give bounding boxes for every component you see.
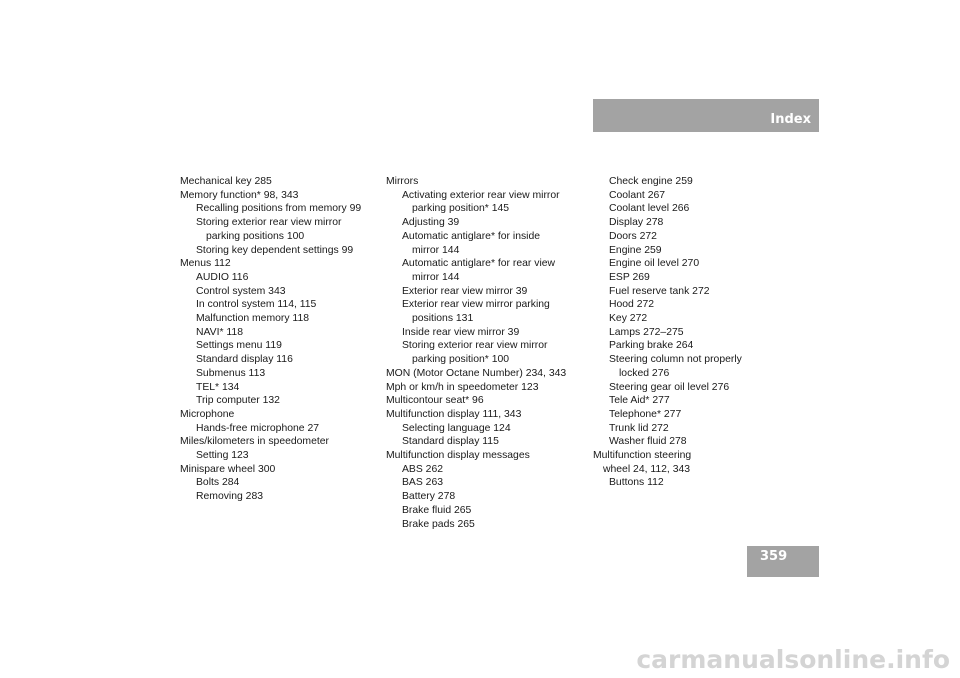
index-entry: Exterior rear view mirror parking — [402, 299, 550, 311]
index-column-1 — [180, 175, 380, 504]
index-entry: Coolant level 266 — [609, 203, 690, 215]
index-entry: Telephone* 277 — [609, 408, 682, 420]
index-entry: Standard display 116 — [196, 354, 293, 366]
index-entry: positions 131 — [412, 313, 474, 325]
index-entry: AUDIO 116 — [196, 271, 249, 283]
index-entry: Engine 259 — [609, 244, 662, 256]
index-entry: Bolts 284 — [196, 477, 240, 489]
index-entry: TEL* 134 — [196, 381, 240, 393]
index-entry: BAS 263 — [402, 477, 444, 489]
index-entry: Parking brake 264 — [609, 340, 694, 352]
index-entry: Standard display 115 — [402, 436, 499, 448]
index-entry: parking position* 100 — [412, 354, 510, 366]
index-entry: Automatic antiglare* for inside — [402, 230, 541, 242]
index-entry: Trip computer 132 — [196, 395, 280, 407]
index-entry: Inside rear view mirror 39 — [402, 326, 520, 338]
index-entry: Check engine 259 — [609, 176, 693, 187]
index-entry: Malfunction memory 118 — [196, 313, 309, 325]
index-entry: Multicontour seat* 96 — [386, 395, 484, 407]
index-entry: mirror 144 — [412, 271, 460, 283]
index-entry: Buttons 112 — [609, 477, 664, 489]
index-entry: Mirrors — [386, 176, 419, 187]
index-entry: ESP 269 — [609, 271, 650, 283]
index-entry: Key 272 — [609, 313, 648, 325]
page-number-box — [747, 546, 819, 577]
page-number: 359 — [760, 549, 788, 564]
section-header — [593, 99, 819, 132]
index-entry: Trunk lid 272 — [609, 422, 669, 434]
index-entry: Removing 283 — [196, 491, 264, 503]
index-entry: Multifunction display 111, 343 — [386, 408, 522, 420]
index-entry: NAVI* 118 — [196, 326, 243, 338]
index-entry: ABS 262 — [402, 463, 444, 475]
index-entry: Submenus 113 — [196, 367, 266, 379]
index-entry: Control system 343 — [196, 285, 286, 297]
index-entry: Hood 272 — [609, 299, 655, 311]
index-entry: Menus 112 — [180, 258, 231, 270]
index-column-2 — [386, 175, 588, 531]
index-entry: Mph or km/h in speedometer 123 — [386, 381, 539, 393]
index-entry: MON (Motor Octane Number) 234, 343 — [386, 367, 567, 379]
index-entry: Settings menu 119 — [196, 340, 282, 352]
index-column-3 — [593, 175, 773, 490]
index-entry: Storing exterior rear view mirror — [196, 217, 342, 229]
index-entry: Engine oil level 270 — [609, 258, 700, 270]
section-title: Index — [770, 112, 811, 127]
index-entry: parking positions 100 — [206, 230, 305, 242]
index-entry: locked 276 — [619, 367, 670, 379]
index-entry: mirror 144 — [412, 244, 460, 256]
index-entry: Brake fluid 265 — [402, 504, 472, 516]
index-entry: In control system 114, 115 — [196, 299, 317, 311]
index-entry: Display 278 — [609, 217, 664, 229]
index-entry: Automatic antiglare* for rear view — [402, 258, 556, 270]
index-entry: Multifunction steering — [593, 450, 692, 462]
index-entry: Recalling positions from memory 99 — [196, 203, 362, 215]
index-entry: Hands-free microphone 27 — [196, 422, 320, 434]
index-entry: Multifunction display messages — [386, 450, 530, 462]
index-entry: Steering gear oil level 276 — [609, 381, 730, 393]
index-entry: Memory function* 98, 343 — [180, 189, 299, 201]
watermark-text: carmanualsonline.info — [636, 645, 950, 674]
index-entry: Battery 278 — [402, 491, 456, 503]
index-entry: Miles/kilometers in speedometer — [180, 436, 329, 448]
index-entry: Storing exterior rear view mirror — [402, 340, 548, 352]
index-entry: Doors 272 — [609, 230, 657, 242]
index-entry: Steering column not properly — [609, 354, 742, 366]
index-entry: Adjusting 39 — [402, 217, 460, 229]
index-entry: wheel 24, 112, 343 — [603, 463, 691, 475]
index-entry: Coolant 267 — [609, 189, 666, 201]
index-entry: Setting 123 — [196, 450, 249, 462]
index-entry: Fuel reserve tank 272 — [609, 285, 710, 297]
index-entry: Washer fluid 278 — [609, 436, 687, 448]
index-entry: parking position* 145 — [412, 203, 510, 215]
index-entry: Lamps 272–275 — [609, 326, 684, 338]
index-entry: Minispare wheel 300 — [180, 463, 276, 475]
index-entry: Exterior rear view mirror 39 — [402, 285, 528, 297]
index-entry: Brake pads 265 — [402, 518, 475, 530]
index-entry: Selecting language 124 — [402, 422, 511, 434]
index-entry: Activating exterior rear view mirror — [402, 189, 560, 201]
index-entry: Mechanical key 285 — [180, 176, 272, 187]
index-entry: Tele Aid* 277 — [609, 395, 670, 407]
index-entry: Microphone — [180, 408, 235, 420]
index-entry: Storing key dependent settings 99 — [196, 244, 354, 256]
